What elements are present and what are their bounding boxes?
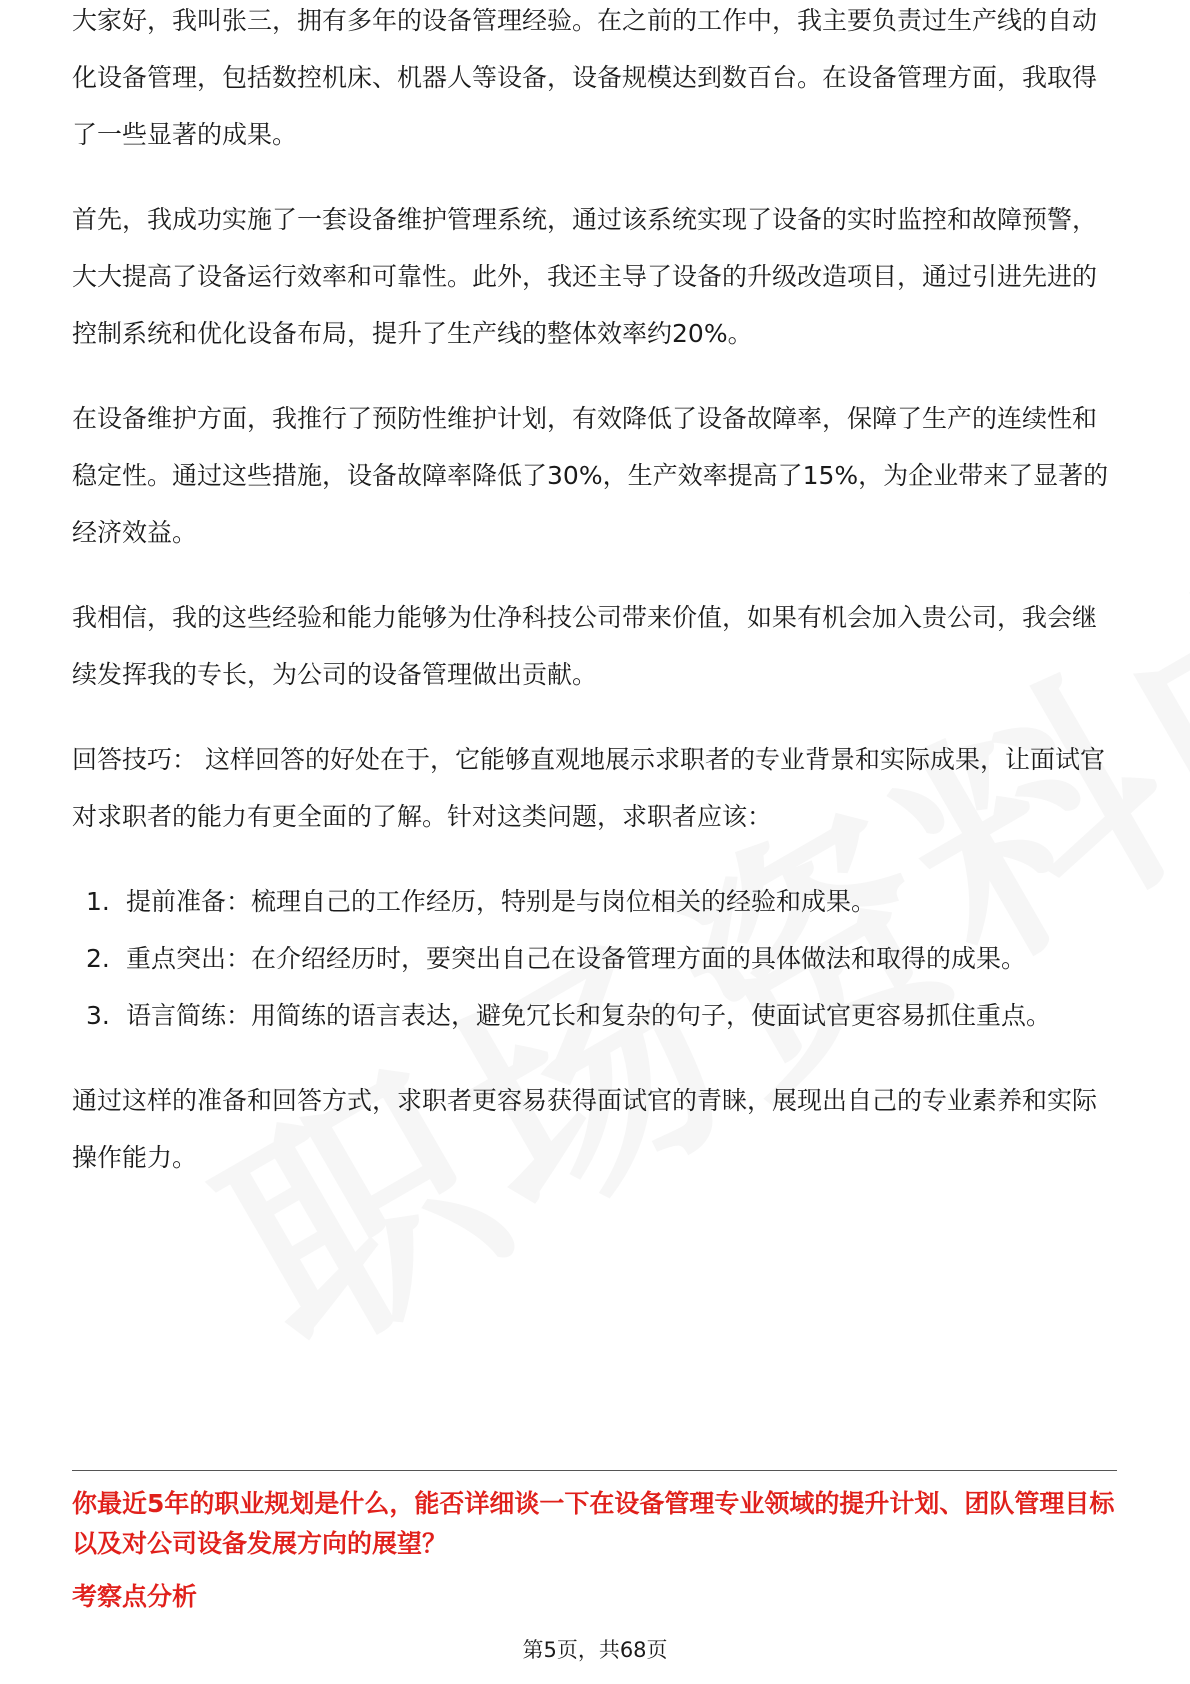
list-item: 2. 重点突出：在介绍经历时，要突出自己在设备管理方面的具体做法和取得的成果。 [86, 944, 1027, 973]
list-item: 3. 语言简练：用简练的语言表达，避免冗长和复杂的句子，使面试官更容易抓住重点。 [86, 1001, 1052, 1030]
paragraph-value: 我相信，我的这些经验和能力能够为仕净科技公司带来价值，如果有机会加入贵公司，我会继续发挥我的专长，为公司的设备管理做出贡献。 [72, 603, 1098, 689]
paragraph-tips: 回答技巧： 这样回答的好处在于，它能够直观地展示求职者的专业背景和实际成果，让面试官对求职者的能力有更全面的了解。针对这类问题，求职者应该： [72, 745, 1105, 831]
paragraph-closing: 通过这样的准备和回答方式，求职者更容易获得面试官的青睐，展现出自己的专业素养和实际操作能力。 [72, 1086, 1098, 1172]
paragraph-intro: 大家好，我叫张三，拥有多年的设备管理经验。在之前的工作中，我主要负责过生产线的自动化设备管理，包括数控机床、机器人等设备，设备规模达到数百台。在设备管理方面，我取得了一些显著的成果。 [72, 6, 1098, 149]
list-item: 1. 提前准备：梳理自己的工作经历，特别是与岗位相关的经验和成果。 [86, 887, 877, 916]
paragraph-maintenance: 在设备维护方面，我推行了预防性维护计划，有效降低了设备故障率，保障了生产的连续性和稳定性。通过这些措施，设备故障率降低了30%，生产效率提高了15%，为企业带来了显著的经济效益。 [72, 404, 1109, 547]
page-footer: 第5页，共68页 [522, 1638, 668, 1662]
section-title: 考察点分析 [72, 1582, 198, 1611]
section-divider [72, 1470, 1117, 1471]
paragraph-achievements: 首先，我成功实施了一套设备维护管理系统，通过该系统实现了设备的实时监控和故障预警，大大提高了设备运行效率和可靠性。此外，我还主导了设备的升级改造项目，通过引进先进的控制系统和优化设备布局，提升了生产线的整体效率约20%。 [72, 205, 1098, 348]
tips-list [72, 873, 1117, 1044]
question-heading: 你最近5年的职业规划是什么，能否详细谈一下在设备管理专业领域的提升计划、团队管理目标以及对公司设备发展方向的展望？ [72, 1489, 1115, 1558]
document-body [72, 6, 1117, 1214]
